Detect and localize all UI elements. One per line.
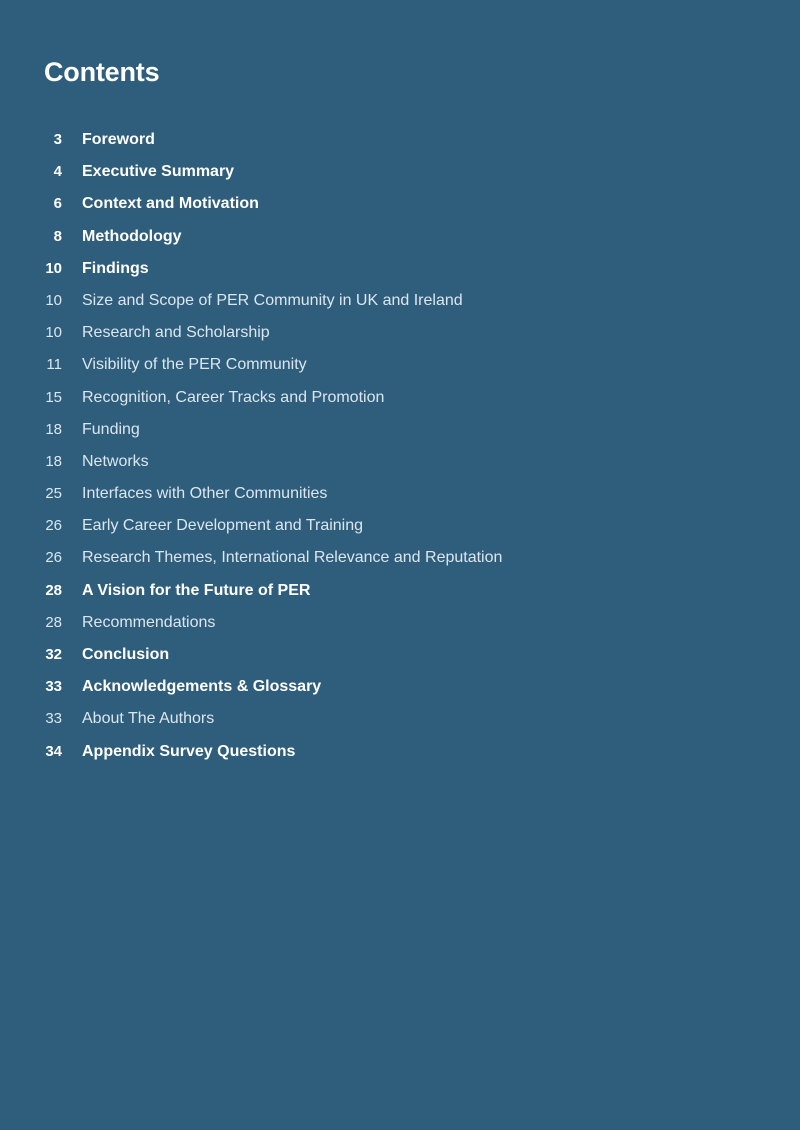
toc-entry-label: Context and Motivation [82,195,259,213]
toc-entry-label: Research and Scholarship [82,324,270,342]
toc-entry-label: Visibility of the PER Community [82,356,307,374]
toc-entry[interactable] [0,414,800,446]
toc-page-number: 26 [45,549,62,567]
toc-page-number: 15 [45,388,62,406]
page-title: Contents [44,57,160,87]
toc-entry-label: Recognition, Career Tracks and Promotion [82,388,385,406]
toc-page-number: 3 [53,131,62,148]
toc-page-number: 8 [53,227,62,245]
toc-entry[interactable] [0,285,800,317]
toc-entry-label: Recommendations [82,613,216,631]
toc-entry[interactable] [0,607,800,639]
toc-page-number: 25 [45,485,62,503]
toc-entry[interactable] [0,124,800,156]
toc-entry-label: Findings [82,259,149,277]
toc-entry[interactable] [0,317,800,349]
toc-entry-label: Conclusion [82,646,170,663]
toc-entry[interactable] [0,446,800,478]
toc-entry[interactable] [0,349,800,381]
toc-page-number: 10 [45,324,62,342]
toc-entry-label: Research Themes, International Relevance and Reputation [82,549,503,567]
toc-page-number: 4 [53,163,62,181]
toc-entry[interactable] [0,736,800,768]
toc-page-number: 26 [45,517,62,535]
toc-entry[interactable] [0,188,800,220]
toc-entry-label: Early Career Development and Training [82,517,364,535]
toc-entry[interactable] [0,671,800,703]
toc-entry-label: Funding [82,420,140,438]
toc-entry[interactable] [0,542,800,574]
toc-page-number: 11 [46,356,62,374]
toc-entry[interactable] [0,510,800,542]
toc-entry[interactable] [0,156,800,188]
table-of-contents [0,124,800,768]
toc-entry-label: Networks [82,452,149,470]
toc-page-number: 10 [45,259,62,277]
toc-entry[interactable] [0,703,800,735]
toc-page-number: 18 [45,452,62,470]
toc-entry[interactable] [0,575,800,607]
toc-page-number: 33 [45,678,62,696]
toc-entry[interactable] [0,478,800,510]
toc-page-number: 32 [45,646,62,663]
toc-entry[interactable] [0,382,800,414]
toc-page-number: 6 [53,195,62,213]
toc-entry[interactable] [0,253,800,285]
toc-entry-label: A Vision for the Future of PER [82,581,311,599]
toc-page-number: 28 [45,581,62,599]
toc-entry-label: About The Authors [82,710,215,728]
toc-entry-label: Interfaces with Other Communities [82,485,328,503]
toc-page-number: 33 [45,710,62,728]
toc-page-number: 34 [45,742,62,760]
toc-entry[interactable] [0,221,800,253]
toc-entry-label: Acknowledgements & Glossary [82,678,322,696]
toc-entry[interactable] [0,639,800,671]
toc-entry-label: Size and Scope of PER Community in UK and Ireland [82,291,463,309]
toc-page-number: 28 [45,613,62,631]
toc-page-number: 10 [45,291,62,309]
toc-entry-label: Executive Summary [82,163,235,181]
toc-page-number: 18 [45,420,62,438]
toc-entry-label: Methodology [82,227,182,245]
toc-entry-label: Foreword [82,131,155,148]
toc-entry-label: Appendix Survey Questions [82,742,296,760]
